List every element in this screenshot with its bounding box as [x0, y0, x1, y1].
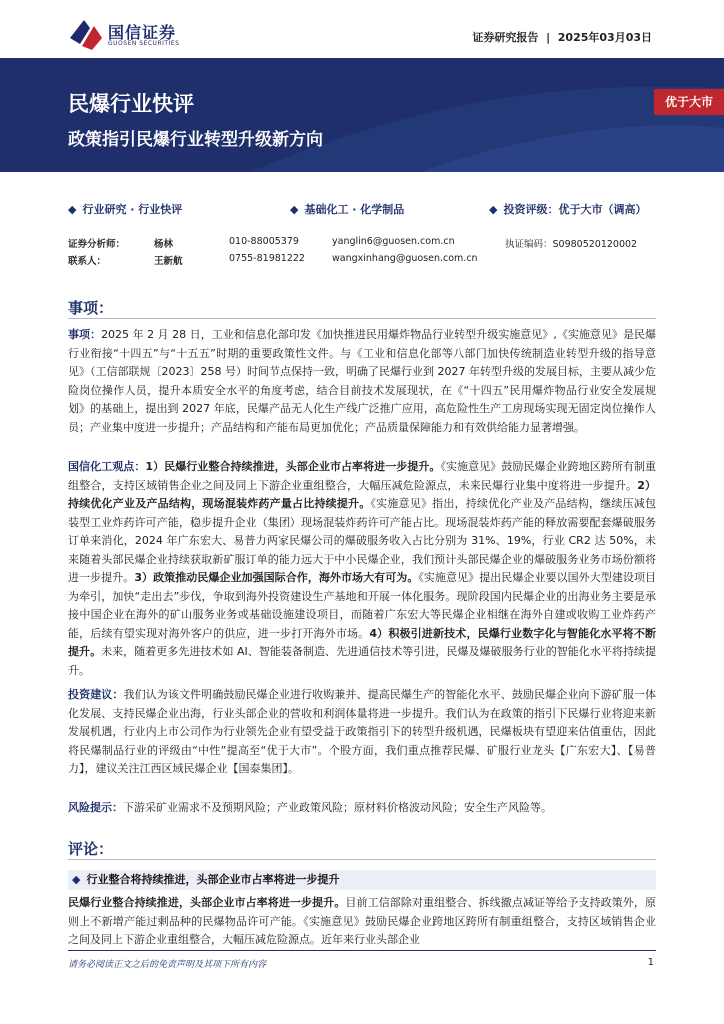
events-paragraph: 事项：2025 年 2 月 28 日，工业和信息化部印发《加快推进民用爆炸物品行业转型升级实施意见》,《实施意见》是民爆行业衔接“十四五”与“十五五”时期的重要政策性文件。与《工业和信息化部等八部门加快传统制造业转型升级的指导意见》（工信部联规〔2023〕258 号）时间节点保持一致，明确了民爆行业到 2027 年转型升级的发展目标，主要从减少危险岗位操作人员，提升本质安全水平的角度考虑，结合目前技术发展现状，在《“十四五”民用爆炸物品行业安全发展规划》的基础上，提出到 2027 年底，民爆产品无人化生产线广泛推广应用，高危险性生产工房现场实现无固定岗位操作人员；产业集中度进一步提升；产品结构和产能布局更加优化；产品质量保障能力和有效供给能力显著增强。: [68, 328, 657, 434]
diamond-icon: ◆: [290, 203, 299, 216]
page-subtitle: 政策指引民爆行业转型升级新方向: [68, 130, 323, 150]
footer-divider: [68, 950, 656, 951]
comment-paragraph: 民爆行业整合持续推进，头部企业市占率将进一步提升。目前工信部除对重组整合、拆线撤点减证等给予支持政策外，原则上不新增产能过剩品种的民爆物品许可产能。《实施意见》鼓励民爆企业跨地区跨所有制重组整合，支持区域销售企业之间及同上下游企业重组整合，大幅压减危险源点。近年来行业头部企业: [68, 896, 657, 946]
sub-heading: ◆ 行业整合将持续推进，头部企业市占率将进一步提升: [68, 870, 656, 890]
guosen-logo-icon: [68, 18, 104, 52]
contact-phone: 0755-81981222: [229, 253, 305, 264]
category-industry: ◆ 行业研究 · 行业快评: [68, 203, 183, 216]
contact-name: 王新航: [154, 256, 183, 267]
company-logo: [68, 18, 218, 52]
section-divider: [68, 859, 656, 860]
advice-paragraph: 投资建议：我们认为该文件明确鼓励民爆企业进行收购兼并、提高民爆生产的智能化水平、鼓励民爆企业向下游矿服一体化发展、支持民爆企业出海，行业头部企业的营收和利润体量将进一步提升。我们认为在政策的指引下民爆行业将迎来新发展机遇，行业内上市公司作为行业领先企业有望受益于政策指引下的转型升级机遇，民爆板块有望迎来估值重估，因此将民爆制品行业的评级由“中性”提高至“优于大市”。个股方面，我们重点推荐民爆、矿服行业龙头【广东宏大】、【易普力】，建议关注江西区域民爆企业【国泰集团】。: [68, 688, 656, 775]
risk-paragraph: 风险提示：下游采矿业需求不及预期风险；产业政策风险；原材料价格波动风险；安全生产风险等。: [68, 801, 552, 814]
diamond-icon: ◆: [68, 203, 77, 216]
category-rating: ◆ 投资评级：优于大市（调高）: [489, 203, 647, 216]
page-title: 民爆行业快评: [68, 92, 194, 116]
analyst-email[interactable]: yanglin6@guosen.com.cn: [332, 236, 455, 247]
contact-role: 联系人：: [68, 256, 107, 267]
analyst-name: 杨林: [154, 239, 174, 250]
logo-text: 国信证券: [108, 23, 177, 42]
report-header: [472, 29, 652, 45]
report-type: 证券研究报告: [472, 31, 539, 44]
header-divider: |: [542, 31, 554, 44]
analyst-cert: 执证编码：S0980520120002: [505, 239, 638, 250]
section-heading-comment: 评论：: [68, 840, 114, 858]
category-sector: ◆ 基础化工 · 化学制品: [290, 203, 405, 216]
page-number: 1: [647, 957, 654, 968]
section-heading-events: 事项：: [68, 299, 114, 317]
analyst-role: 证券分析师：: [68, 239, 126, 250]
report-date: 2025年03月03日: [557, 31, 652, 44]
footer-disclaimer: 请务必阅读正文之后的免责声明及其项下所有内容: [68, 960, 267, 970]
title-banner: [0, 58, 724, 172]
contact-email[interactable]: wangxinhang@guosen.com.cn: [332, 253, 478, 264]
diamond-icon: ◆: [489, 203, 498, 216]
section-divider: [68, 318, 656, 319]
diamond-icon: ◆: [72, 873, 81, 886]
views-paragraph: 国信化工观点：1）民爆行业整合持续推进，头部企业市占率将进一步提升。《实施意见》鼓励民爆企业跨地区跨所有制重组整合，支持区域销售企业之间及同上下游企业重组整合，大幅压减危险源点，未来民爆行业集中度将进一步提升。2）持续优化产业及产品结构，现场混装炸药产量占比持续提升。《实施意见》指出，持续优化产业及产品结构，继续压减包装型工业炸药许可产能，稳步提升企业（集团）现场混装炸药许可产能占比。现场混装炸药产能的释放需要配套爆破服务订单来消化，2024 年广东宏大、易普力两家民爆公司的爆破服务收入占比分别为 31%、19%，行业 CR2 达 50%，未来随着头部民爆企业持续获取新矿服订单的能力远大于中小民爆企业，我们预计头部民爆企业的爆破服务业务市场份额将进一步提升。3）政策推动民爆企业加强国际合作，海外市场大有可为。《实施意见》提出民爆企业要以国外大型建设项目为牵引，加快“走出去”步伐，争取到海外投资建设生产基地和开展一体化服务。现阶段国内民爆企业的出海业务主要是承接中国企业在海外的矿山服务业务或基础设施建设项目，而随着广东宏大等民爆企业相继在海外自建或收购工业炸药产能，后续有望实现对海外客户的供应，进一步打开海外市场。4）积极引进新技术，民爆行业数字化与智能化水平将不断提升。未来，随着更多先进技术如 AI、智能装备制造、先进通信技术等引进，民爆及爆破服务行业的智能化水平将持续提升。: [68, 460, 657, 677]
analyst-phone: 010-88005379: [229, 236, 299, 247]
logo-subtext: GUOSEN SECURITIES: [108, 40, 180, 47]
rating-tag: 优于大市: [654, 89, 724, 115]
